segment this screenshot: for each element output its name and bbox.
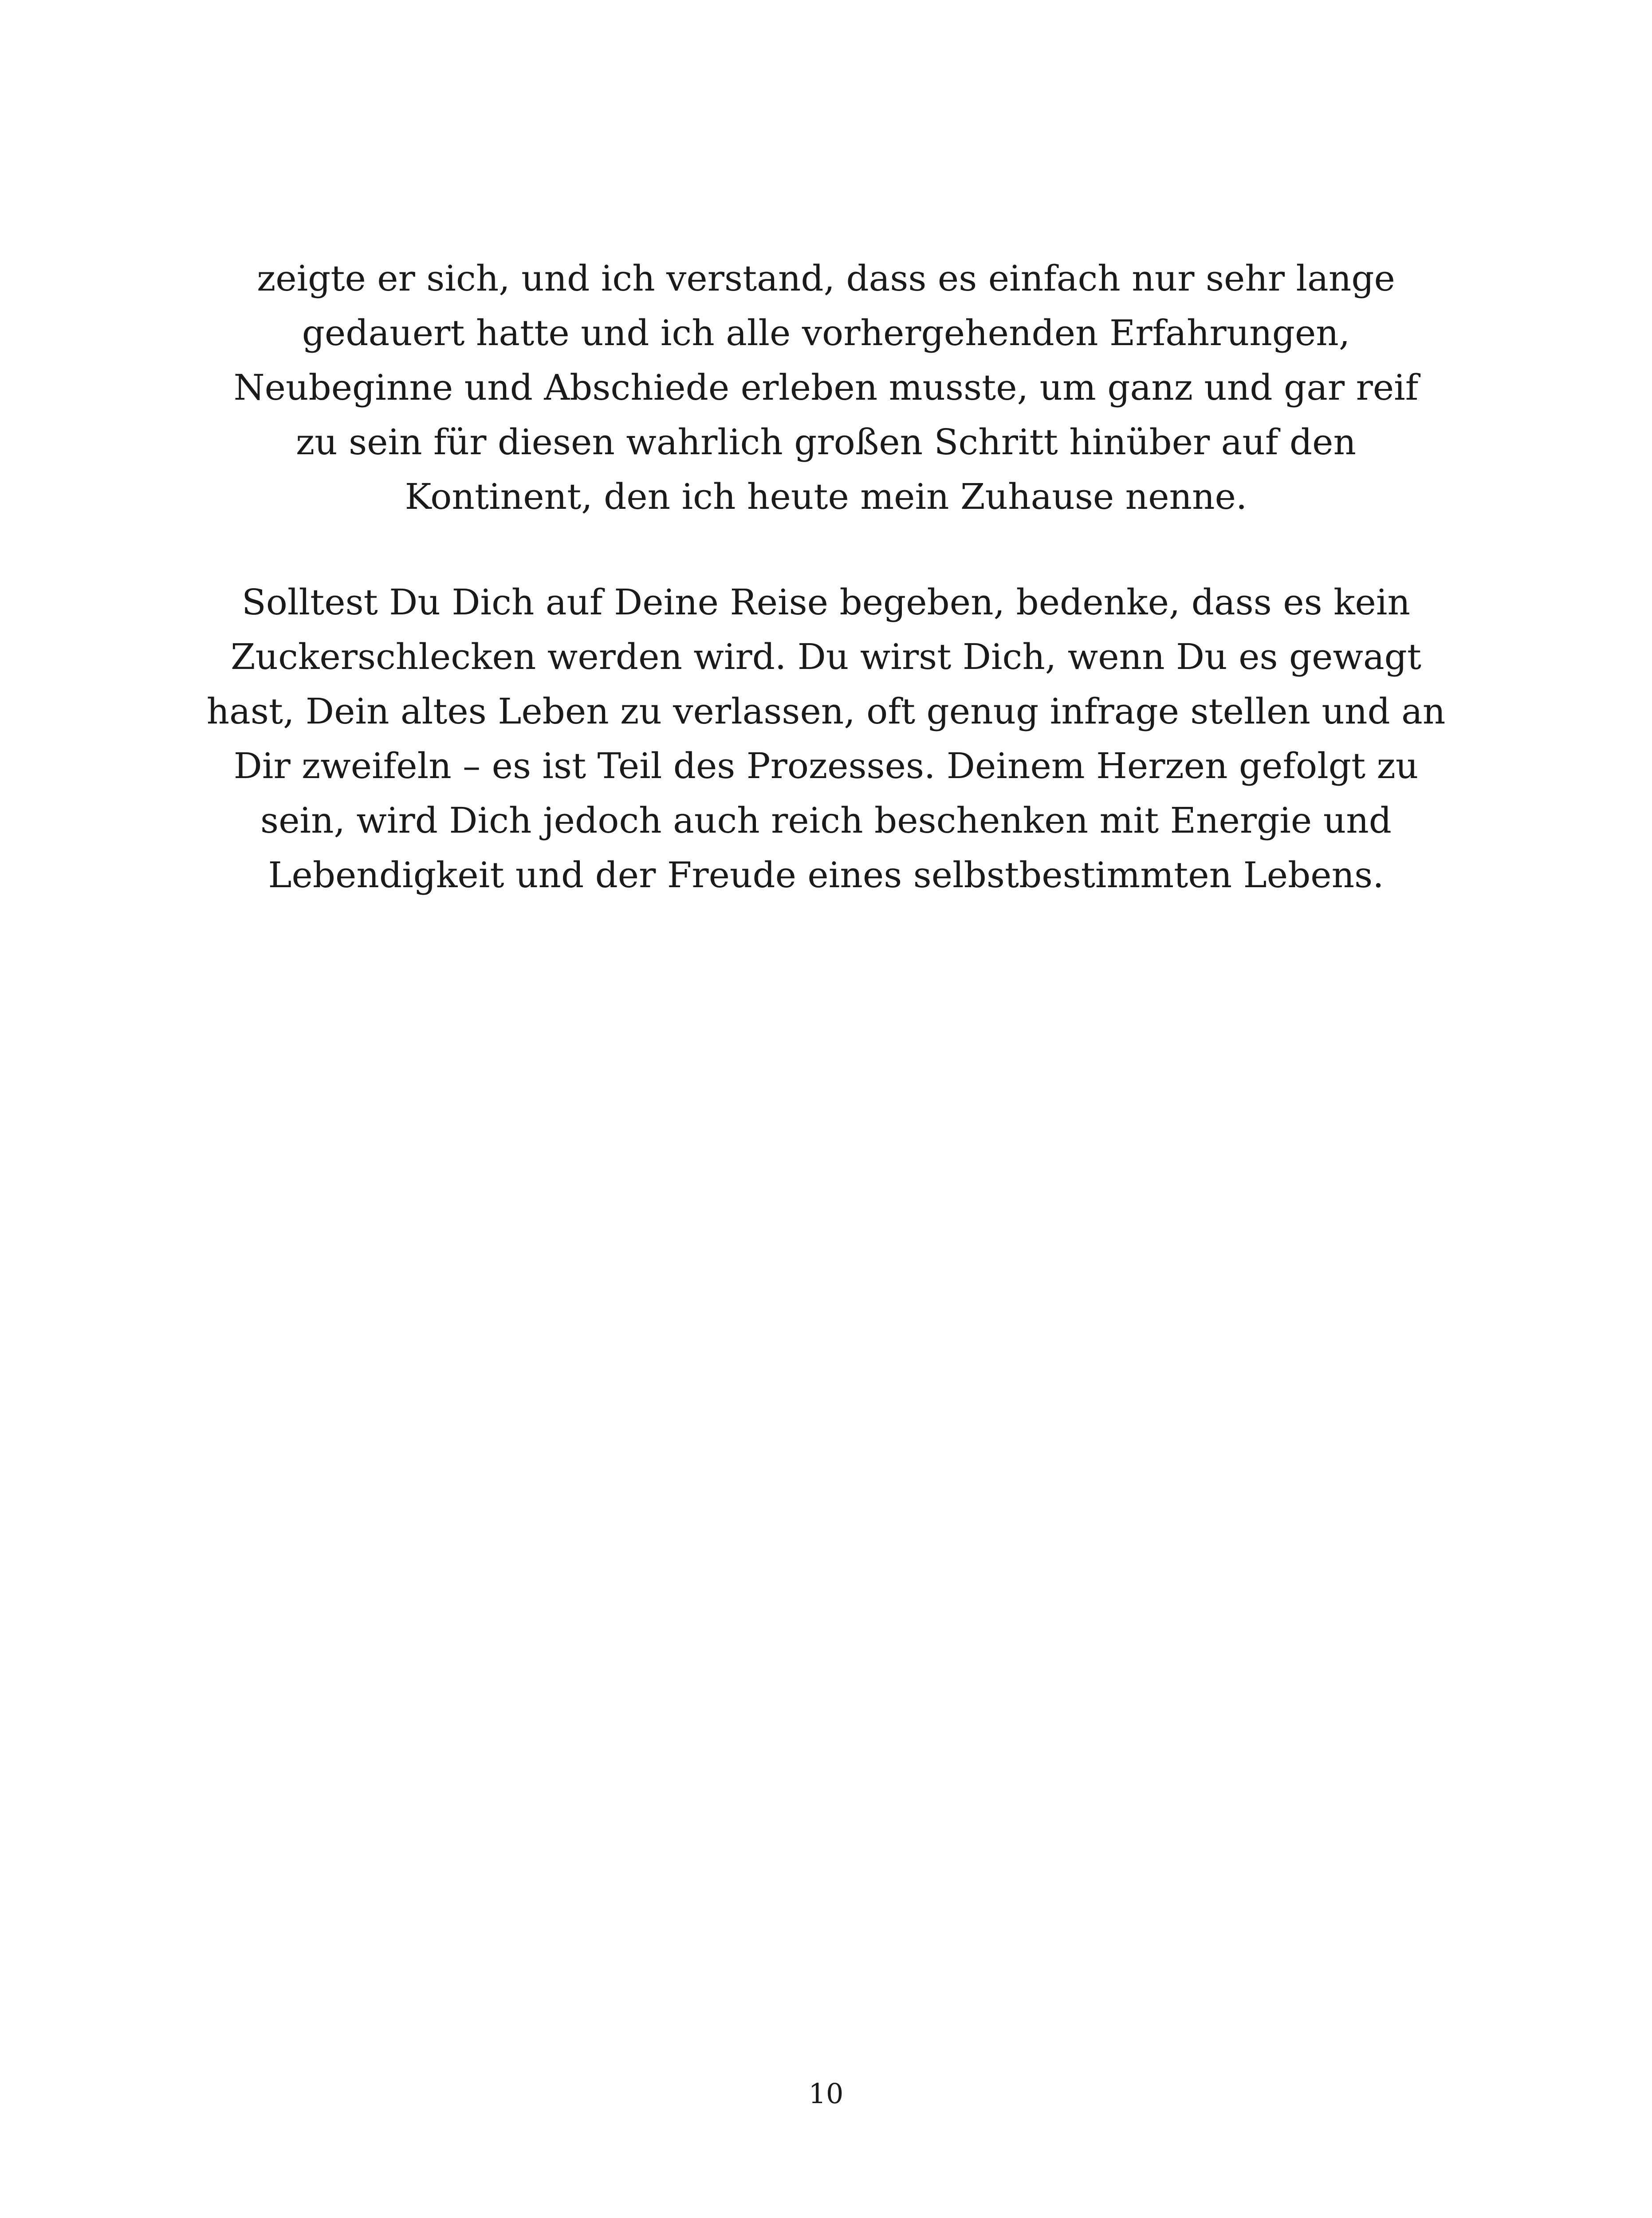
text-line: Dir zweifeln – es ist Teil des Prozesses. Deinem Herzen gefolgt zu — [233, 745, 1419, 787]
text-line: zeigte er sich, und ich verstand, dass es einfach nur sehr lange — [257, 258, 1395, 299]
paragraph-1 — [165, 251, 1487, 524]
text-line: Lebendigkeit und der Freude eines selbstbestimmten Lebens. — [268, 854, 1384, 896]
text-line: Kontinent, den ich heute mein Zuhause nenne. — [405, 476, 1247, 517]
text-line: Neubeginne und Abschiede erleben musste, um ganz und gar reif — [233, 367, 1419, 408]
page-number: 10 — [808, 2077, 844, 2110]
text-line: hast, Dein altes Leben zu verlassen, oft genug infrage stellen und an — [206, 691, 1446, 732]
text-line: Zuckerschlecken werden wird. Du wirst Dich, wenn Du es gewagt — [230, 636, 1422, 677]
paragraph-2 — [165, 575, 1487, 902]
text-line: gedauert hatte und ich alle vorhergehenden Erfahrungen, — [302, 312, 1350, 354]
text-line: Solltest Du Dich auf Deine Reise begeben, bedenke, dass es kein — [241, 582, 1411, 623]
text-line: zu sein für diesen wahrlich großen Schritt hinüber auf den — [296, 421, 1356, 463]
text-line: sein, wird Dich jedoch auch reich beschenken mit Energie und — [260, 800, 1392, 841]
